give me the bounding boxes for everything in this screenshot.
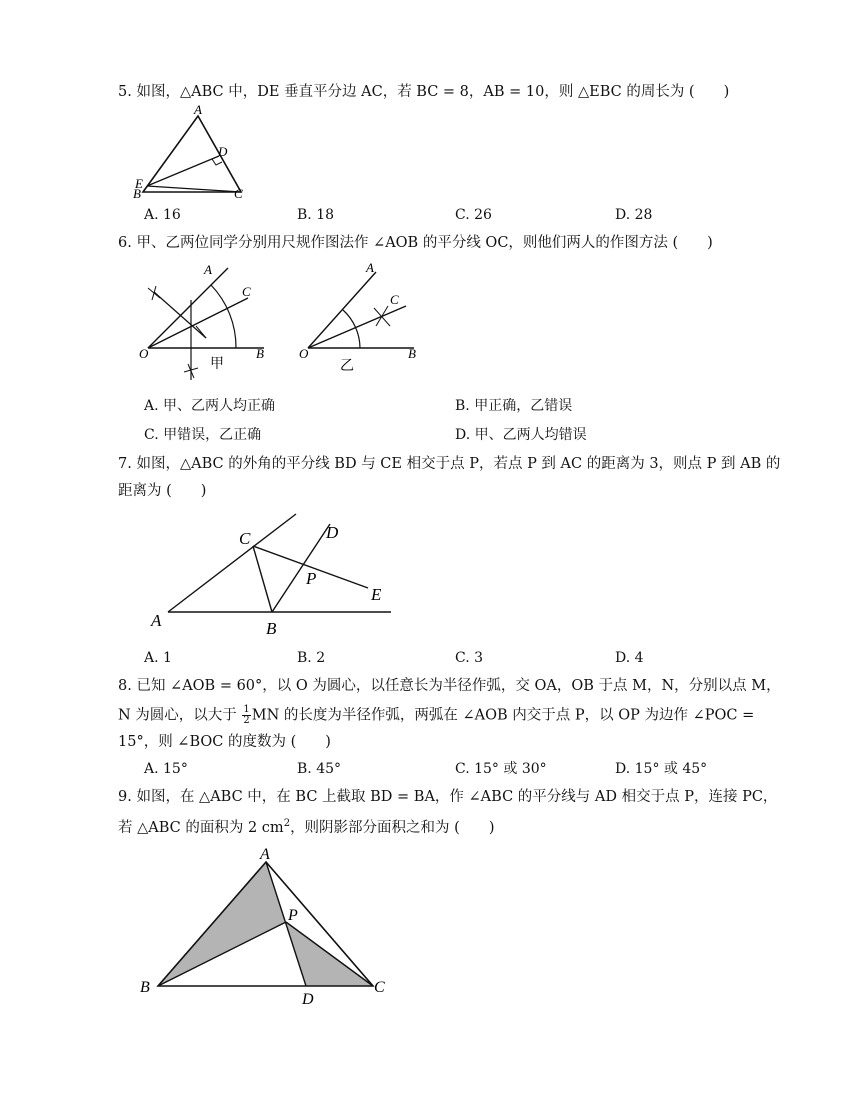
- q8-fraction-denominator: 2: [243, 715, 250, 726]
- q6-option-a[interactable]: A. 甲、乙两人均正确: [144, 398, 276, 414]
- q5-option-d[interactable]: D. 28: [615, 207, 653, 223]
- q9-label-d: D: [302, 991, 314, 1008]
- q7-label-p: P: [306, 569, 317, 588]
- q7-label-e: E: [371, 585, 382, 604]
- q6-option-c[interactable]: C. 甲错误，乙正确: [144, 427, 262, 443]
- q7-label-c: C: [239, 529, 251, 548]
- q6-yi-label-c: C: [390, 292, 399, 307]
- q7-option-d[interactable]: D. 4: [615, 650, 644, 666]
- q7-label-b: B: [266, 619, 277, 638]
- q6-jia-label-c: C: [242, 284, 251, 299]
- q6-yi-name: 乙: [340, 358, 354, 374]
- q8-fraction-numerator: 1: [243, 704, 250, 715]
- q8-option-c[interactable]: C. 15° 或 30°: [455, 761, 547, 777]
- q5-label-e: E: [135, 176, 143, 191]
- q8-fraction: [242, 705, 250, 726]
- q7-label-a: A: [151, 611, 162, 630]
- q8-stem-line2: [118, 705, 754, 726]
- q6-option-d[interactable]: D. 甲、乙两人均错误: [455, 427, 587, 443]
- q9-figure: [136, 842, 398, 1012]
- q9-stem-line2: [118, 814, 495, 838]
- q9-label-c: C: [374, 979, 385, 996]
- q7-option-c[interactable]: C. 3: [455, 650, 484, 666]
- q6-jia-label-b: B: [256, 346, 264, 361]
- q6-yi-label-a: A: [366, 260, 374, 275]
- q9-label-a: A: [260, 846, 270, 863]
- q6-jia-label-o: O: [139, 346, 149, 361]
- q5-label-d: D: [218, 144, 228, 159]
- q8-stem-line3: 15°，则 ∠BOC 的度数为 ( ): [118, 734, 331, 750]
- q7-label-d: D: [326, 523, 339, 542]
- q8-option-d[interactable]: D. 15° 或 45°: [615, 761, 708, 777]
- q9-stem-line2-end: ，则阴影部分面积之和为 ( ): [290, 819, 495, 836]
- q9-unit-superscript: 2: [283, 818, 291, 829]
- q8-stem-line2-end: MN 的长度为半径作弧，两弧在 ∠AOB 内交于点 P，以 OP 为边作 ∠POC =: [251, 707, 755, 724]
- q8-option-b[interactable]: B. 45°: [297, 761, 342, 777]
- q5-option-b[interactable]: B. 18: [297, 207, 335, 223]
- q6-figure-yi: [296, 260, 432, 376]
- q6-stem: 6. 甲、乙两位同学分别用尺规作图法作 ∠AOB 的平分线 OC，则他们两人的作图方法 ( ): [118, 235, 713, 251]
- q9-stem-line1: 9. 如图，在 △ABC 中，在 BC 上截取 BD = BA，作 ∠ABC 的平分线与 AD 相交于点 P，连接 PC，: [118, 789, 778, 805]
- q6-option-b[interactable]: B. 甲正确，乙错误: [455, 398, 573, 414]
- q9-stem-line2-start: 若 △ABC 的面积为 2 cm: [118, 819, 284, 836]
- q9-label-b: B: [140, 979, 150, 996]
- q7-option-b[interactable]: B. 2: [297, 650, 326, 666]
- q8-stem-line2-start: N 为圆心，以大于: [118, 707, 242, 724]
- q6-yi-label-b: B: [408, 346, 416, 361]
- q5-option-c[interactable]: C. 26: [455, 207, 492, 223]
- q6-jia-name: 甲: [210, 356, 224, 372]
- q5-stem: 5. 如图，△ABC 中，DE 垂直平分边 AC，若 BC = 8，AB = 10，则 △EBC 的周长为 ( ): [118, 84, 730, 100]
- q7-stem-line2: 距离为 ( ): [118, 483, 207, 499]
- q6-yi-label-o: O: [299, 346, 309, 361]
- q6-jia-label-a: A: [204, 262, 212, 277]
- q6-figure-jia: [136, 260, 276, 386]
- q9-shaded-region-left: [158, 862, 286, 986]
- q7-option-a[interactable]: A. 1: [144, 650, 172, 666]
- q5-figure: [130, 104, 260, 200]
- q8-option-a[interactable]: A. 15°: [144, 761, 188, 777]
- q7-stem-line1: 7. 如图，△ABC 的外角的平分线 BD 与 CE 相交于点 P，若点 P 到 AC 的距离为 3，则点 P 到 AB 的: [118, 456, 781, 472]
- q5-label-a: A: [194, 102, 202, 117]
- q7-figure: [146, 510, 406, 638]
- q5-option-a[interactable]: A. 16: [144, 207, 181, 223]
- q5-label-b: B: [133, 186, 141, 201]
- q9-label-p: P: [288, 907, 298, 924]
- q5-label-c: C: [234, 186, 243, 201]
- q8-stem-line1: 8. 已知 ∠AOB = 60°，以 O 为圆心，以任意长为半径作弧，交 OA，OB 于点 M，N，分别以点 M，: [118, 678, 781, 694]
